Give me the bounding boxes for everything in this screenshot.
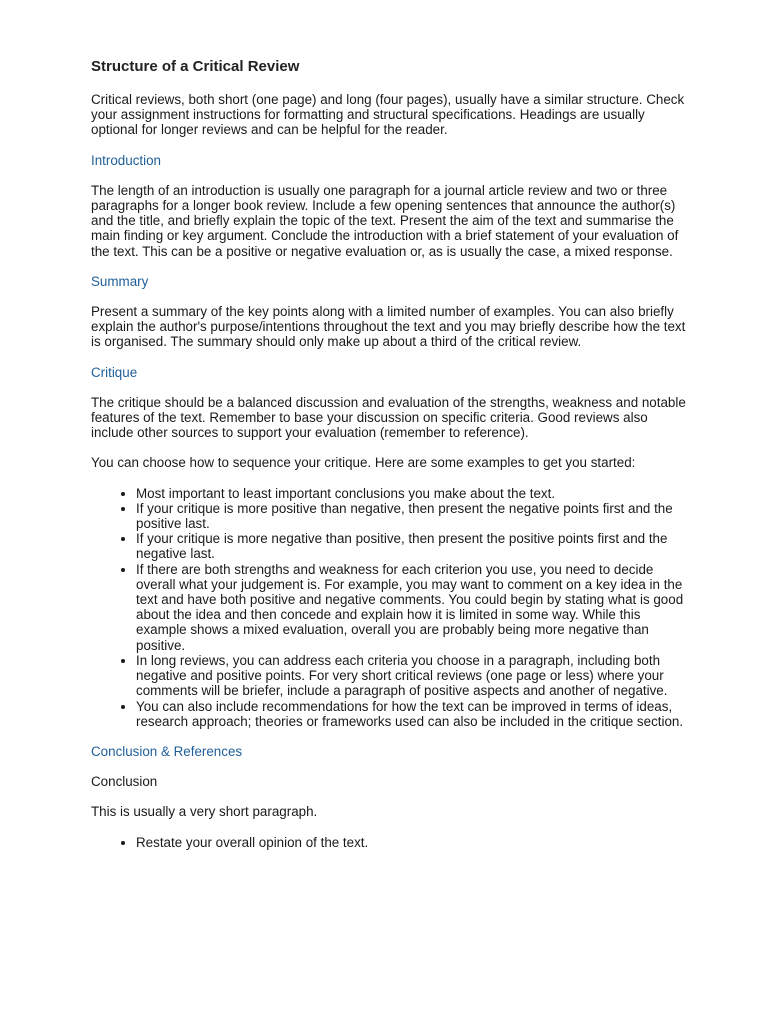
document-page <box>91 58 691 865</box>
section-heading-summary: Summary <box>91 273 149 289</box>
critique-bullet-list <box>91 486 691 729</box>
section-heading-introduction: Introduction <box>91 152 161 168</box>
list-item: • If there are both strengths and weakness for each criterion you use, you need to decide overall what your judgement is. For example, you may want to comment on a key idea in the text and have both positive and negative comments. You could begin by stating what is good about the idea and then concede and explain how it is limited in some way. While this example shows a mixed evaluation, overall you are probably being more negative than positive. <box>136 562 691 653</box>
conclusion-subheading: Conclusion <box>91 774 158 790</box>
list-item: • You can also include recommendations for how the text can be improved in terms of ideas, research approach; theories or frameworks used can also be included in the critique section. <box>136 699 691 729</box>
document-title: Structure of a Critical Review <box>91 58 300 75</box>
introduction-paragraph: The length of an introduction is usually one paragraph for a journal article review and two or three paragraphs for a longer book review. Include a few opening sentences that announce the author(s) and the title, and briefly explain the topic of the text. Present the aim of the text and summarise the main finding or key argument. Conclude the introduction with a brief statement of your evaluation of the text. This can be a positive or negative evaluation or, as is usually the case, a mixed response. <box>91 182 679 259</box>
list-item: • Most important to least important conclusions you make about the text. <box>136 486 691 501</box>
section-heading-critique: Critique <box>91 364 138 380</box>
list-item: • In long reviews, you can address each criteria you choose in a paragraph, including both negative and positive points. For very short critical reviews (one page or less) where your comments will be briefer, include a paragraph of positive aspects and another of negative. <box>136 653 691 699</box>
intro-paragraph: Critical reviews, both short (one page) and long (four pages), usually have a similar structure. Check your assignment instructions for formatting and structural specifications. Headings are usually optional for longer reviews and can be helpful for the reader. <box>91 92 685 138</box>
critique-paragraph-1: The critique should be a balanced discussion and evaluation of the strengths, weakness and notable features of the text. Remember to base your discussion on specific criteria. Good reviews also include other sources to support your evaluation (remember to reference). <box>91 394 686 441</box>
summary-paragraph: Present a summary of the key points along with a limited number of examples. You can also briefly explain the author's purpose/intentions throughout the text and you may briefly describe how the text is organised. The summary should only make up about a third of the critical review. <box>91 304 686 350</box>
conclusion-paragraph: This is usually a very short paragraph. <box>91 804 318 820</box>
list-item: • Restate your overall opinion of the text. <box>136 835 691 850</box>
critique-paragraph-2: You can choose how to sequence your critique. Here are some examples to get you started: <box>91 455 636 471</box>
list-item: • If your critique is more negative than positive, then present the positive points first and the negative last. <box>136 531 691 561</box>
section-heading-conclusion-references: Conclusion & References <box>91 743 243 759</box>
conclusion-bullet-list <box>91 835 691 850</box>
list-item: • If your critique is more positive than negative, then present the negative points first and the positive last. <box>136 501 691 531</box>
